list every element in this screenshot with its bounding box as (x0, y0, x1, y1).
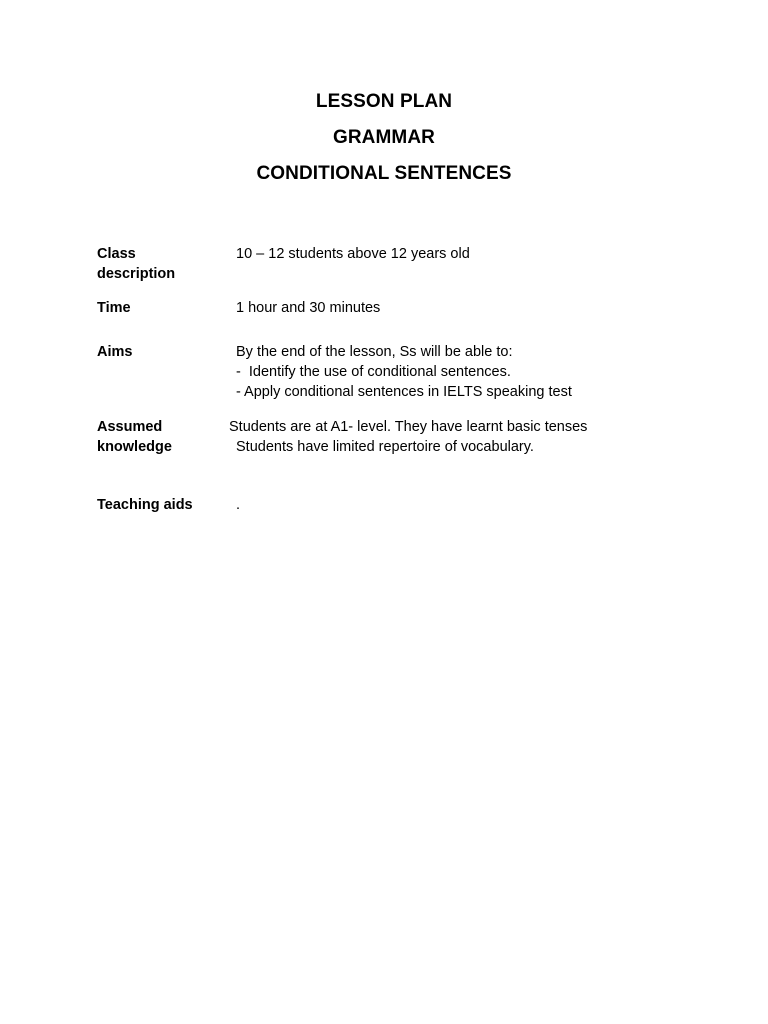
label-teaching-aids: Teaching aids (97, 497, 193, 513)
label-knowledge-line2: knowledge (97, 439, 172, 455)
label-class-description (97, 244, 227, 284)
label-aims: Aims (97, 344, 133, 360)
aims-intro: By the end of the lesson, Ss will be able to: (236, 344, 513, 360)
label-knowledge-line1: Assumed (97, 419, 163, 435)
label-class-line2: description (97, 266, 176, 282)
knowledge-vocabulary: Students have limited repertoire of vocabulary. (236, 439, 534, 455)
aims-item-apply: - Apply conditional sentences in IELTS speaking test (236, 384, 572, 400)
title-lesson-plan: LESSON PLAN (315, 91, 453, 112)
title-grammar: GRAMMAR (332, 127, 436, 148)
title-conditional-sentences: CONDITIONAL SENTENCES (256, 163, 512, 184)
label-time: Time (97, 300, 131, 316)
knowledge-level: Students are at A1- level. They have learnt basic tenses (229, 419, 588, 435)
aims-item-identify: - Identify the use of conditional sentences. (236, 364, 511, 380)
value-teaching-aids: . (236, 497, 241, 513)
label-class-line1: Class (97, 246, 136, 262)
value-time: 1 hour and 30 minutes (236, 300, 381, 316)
value-class-description: 10 – 12 students above 12 years old (236, 246, 470, 262)
label-assumed-knowledge (97, 417, 227, 457)
value-aims (236, 342, 706, 402)
lesson-title-block (0, 92, 768, 200)
value-assumed-knowledge (229, 417, 706, 457)
